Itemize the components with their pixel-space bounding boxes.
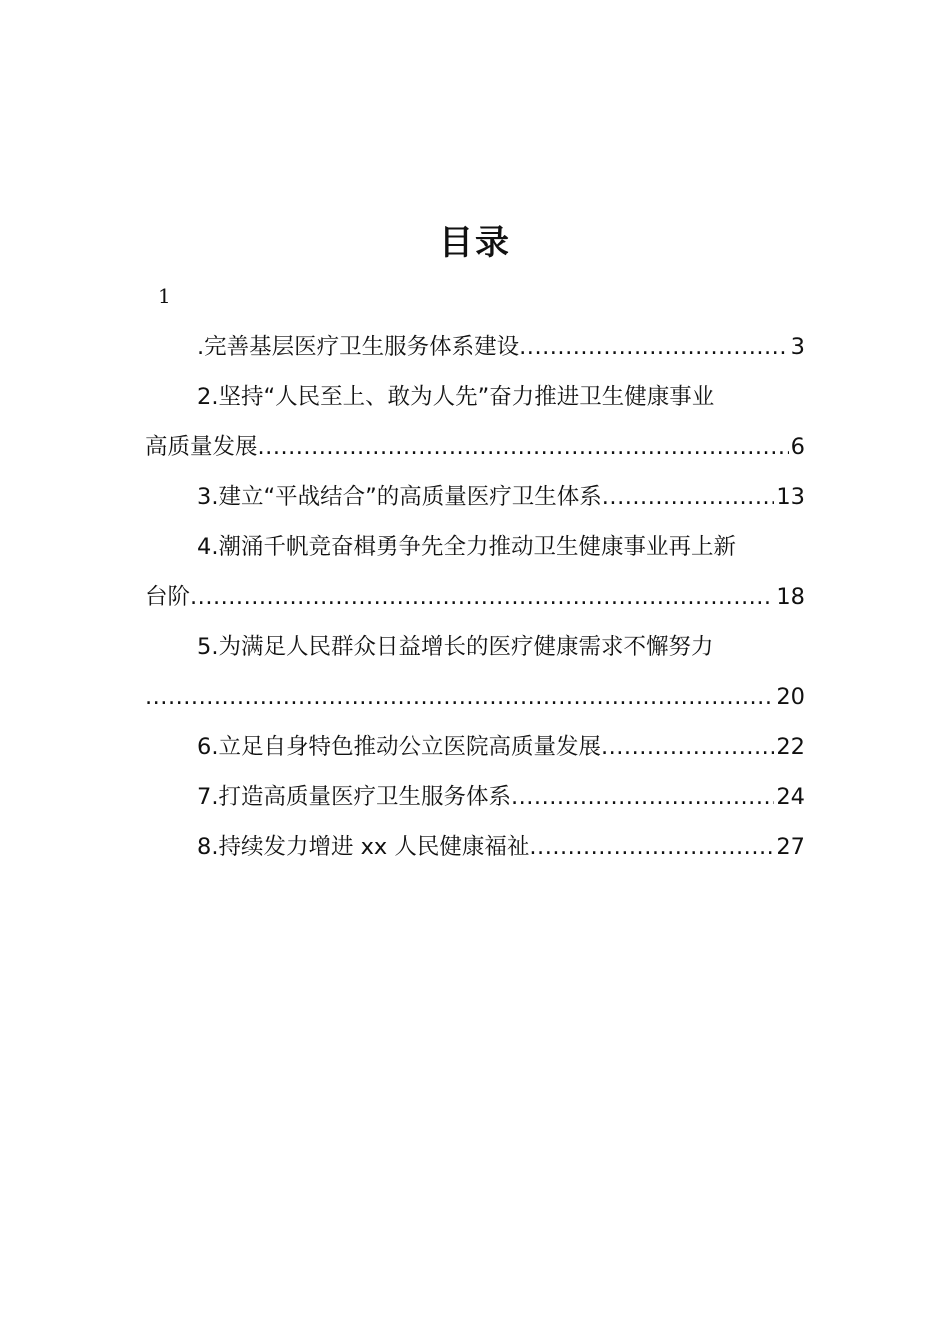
dot-leader — [601, 722, 774, 772]
dot-leader — [602, 472, 775, 522]
toc-entry-title: 7.打造高质量医疗卫生服务体系 — [197, 784, 511, 810]
toc-entry-line2[interactable] — [145, 422, 805, 472]
toc-entry-title: 3.建立“平战结合”的高质量医疗卫生体系 — [197, 484, 602, 510]
dot-leader — [519, 322, 789, 372]
toc-entry-page: 3 — [790, 334, 805, 360]
toc-entry-page: 24 — [776, 784, 805, 810]
dot-leader — [190, 572, 774, 622]
list-number-marker: 1 — [158, 284, 171, 308]
toc-entry-title: 4.潮涌千帆竞奋楫勇争先全力推动卫生健康事业再上新 — [197, 534, 736, 560]
toc-entry-line2[interactable] — [145, 572, 805, 622]
toc-entry-title: 5.为满足人民群众日益增长的医疗健康需求不懈努力 — [197, 634, 714, 660]
toc-entry-title: 6.立足自身特色推动公立医院高质量发展 — [197, 734, 601, 760]
toc-entry[interactable] — [145, 472, 805, 522]
dot-leader — [529, 822, 774, 872]
toc-entry-line1[interactable] — [145, 522, 805, 572]
toc-entry-title-cont: 台阶 — [145, 584, 191, 610]
toc-entry[interactable] — [145, 722, 805, 772]
toc-entry[interactable] — [145, 772, 805, 822]
page-title: 目录 — [439, 223, 511, 263]
toc-entry-title-cont: 高质量发展 — [145, 434, 258, 460]
toc-entry-page: 18 — [776, 584, 805, 610]
table-of-contents — [145, 322, 805, 872]
toc-entry-title: .完善基层医疗卫生服务体系建设 — [197, 334, 520, 360]
toc-entry-page: 27 — [776, 834, 805, 860]
dot-leader — [511, 772, 774, 822]
toc-entry-title: 8.持续发力增进 xx 人民健康福祉 — [197, 834, 530, 860]
toc-entry-page: 20 — [776, 684, 805, 710]
toc-entry-page: 13 — [776, 484, 805, 510]
toc-entry-page: 22 — [776, 734, 805, 760]
toc-entry[interactable] — [145, 822, 805, 872]
toc-entry[interactable] — [145, 322, 805, 372]
dot-leader — [258, 422, 789, 472]
dot-leader — [145, 672, 774, 722]
toc-entry-page: 6 — [790, 434, 805, 460]
toc-entry-line2[interactable] — [145, 672, 805, 722]
toc-entry-line1[interactable] — [145, 622, 805, 672]
toc-entry-line1[interactable] — [145, 372, 805, 422]
toc-entry-title: 2.坚持“人民至上、敢为人先”奋力推进卫生健康事业 — [197, 384, 715, 410]
